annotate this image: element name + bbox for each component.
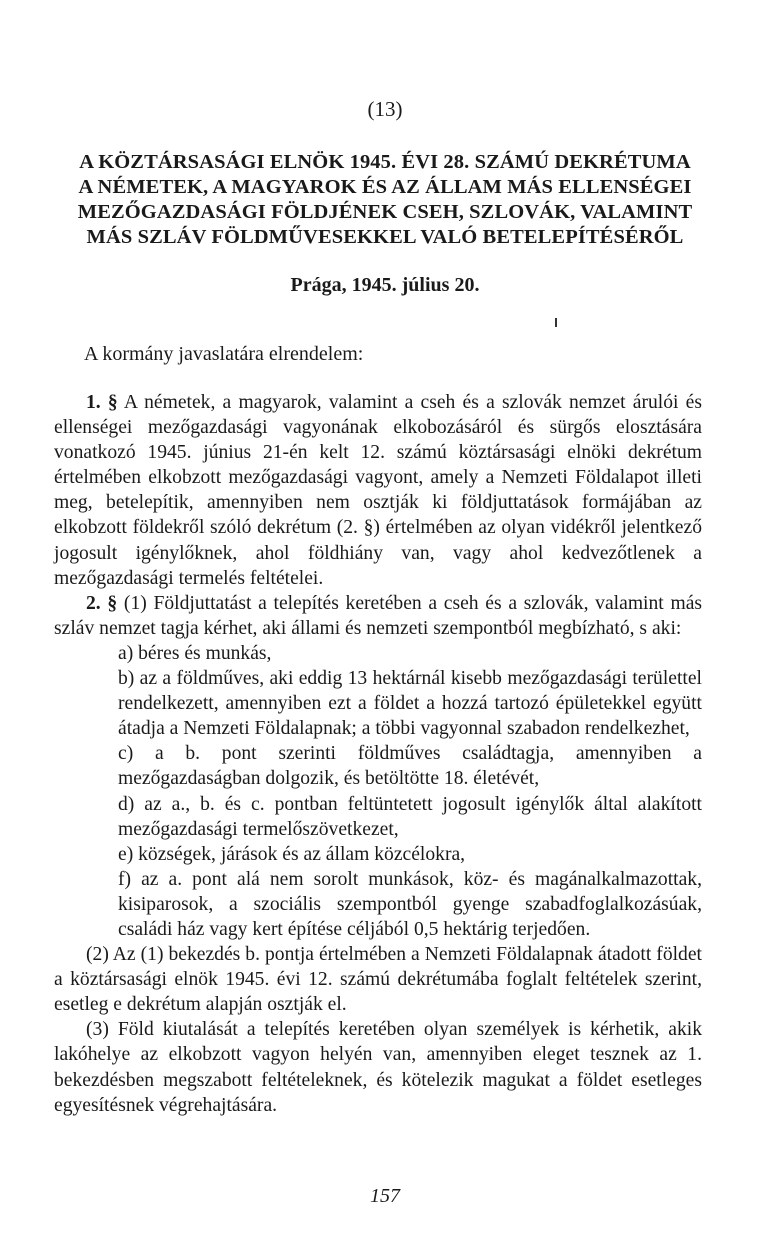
list-item: b) az a földműves, aki eddig 13 hektárnál kisebb mezőgazdasági területtel rendelkezett, amennyiben ezt a földet a hozzá tartozó épületekkel együtt átadja a Nemzeti Földalapnak; a többi vagyonnal szabadon rendelkezhet, — [118, 668, 702, 740]
list-item: f) az a. pont alá nem sorolt munkások, köz- és magánalkalmazottak, kisiparosok, a szociális szempontból gyenge szabadfoglalkozásúak, családi ház vagy kert építése céljából 0,5 hektárig terjedően. — [118, 868, 702, 940]
paragraph-2: (2) Az (1) bekezdés b. pontja értelmében a Nemzeti Földalapnak átadott földet a köztársasági elnök 1945. évi 12. számú dekrétumába foglalt feltételek szerint, esetleg e dekrétum alapján osztják el. — [54, 944, 702, 1016]
list-item: c) a b. pont szerinti földműves családtagja, amennyiben a mezőgazdaságban dolgozik, és betöltötte 18. életévét, — [118, 743, 702, 790]
title-line: A NÉMETEK, A MAGYAROK ÉS AZ ÁLLAM MÁS ELLENSÉGEI — [78, 176, 692, 198]
list-item: d) az a., b. és c. pontban feltüntetett jogosult igénylők által alakított mezőgazdasági termelőszövetkezet, — [118, 793, 702, 840]
decree-body — [54, 390, 702, 1118]
title-line: MEZŐGAZDASÁGI FÖLDJÉNEK CSEH, SZLOVÁK, VALAMINT — [77, 201, 693, 223]
paragraph-3: (3) Föld kiutalását a telepítés keretében olyan személyek is kérhetik, akik lakóhelye az elkobzott vagyon helyén van, amennyiben eleget tesznek az 1. bekezdésben megszabott feltételeknek, és kötelezik magukat a földet esetleges egyesítésnek végrehajtására. — [54, 1019, 702, 1116]
title-line: MÁS SZLÁV FÖLDMŰVESEKKEL VALÓ BETELEPÍTÉSÉRŐL — [86, 226, 684, 248]
page-number: 157 — [370, 1185, 400, 1207]
section-2 — [54, 591, 702, 641]
list-item: a) béres és munkás, — [118, 642, 272, 664]
intro-line: A kormány javaslatára elrendelem: — [84, 343, 364, 365]
decree-title — [40, 150, 730, 250]
title-line: A KÖZTÁRSASÁGI ELNÖK 1945. ÉVI 28. SZÁMÚ DEKRÉTUMA — [79, 151, 691, 173]
section-text: (1) Földjuttatást a telepítés keretében a cseh és a szlovák, valamint más szláv nemzet tagja kérhet, aki állami és nemzeti szempontból megbízható, s aki: — [54, 592, 703, 639]
section-number: 1. § — [86, 392, 118, 413]
section-text: A németek, a magyarok, valamint a cseh és a szlovák nemzet árulói és ellenségei mezőgazdasági vagyonának elkobozásáról és sürgős elosztására vonatkozó 1945. június 21-én kelt 12. számú köztársasági elnöki dekrétum értelmében elkobzott mezőgazdasági vagyont, amely a Nemzeti Földalapot illeti meg, betelepítik, amennyiben nem osztják ki földjuttatások formájában az elkobzott földekről szóló dekrétum (2. §) értelmében az olyan vidékről jelentkező jogosult igénylőknek, ahol földhiány van, vagy ahol kedvezőtlenek a mezőgazdasági termelés feltételei. — [54, 392, 702, 589]
place-and-date: Prága, 1945. július 20. — [290, 274, 480, 296]
section-number: 2. § — [86, 592, 118, 614]
document-number: (13) — [367, 97, 403, 121]
section-1 — [54, 390, 702, 591]
stray-mark — [555, 318, 557, 327]
list-item: e) községek, járások és az állam közcélokra, — [118, 843, 466, 865]
